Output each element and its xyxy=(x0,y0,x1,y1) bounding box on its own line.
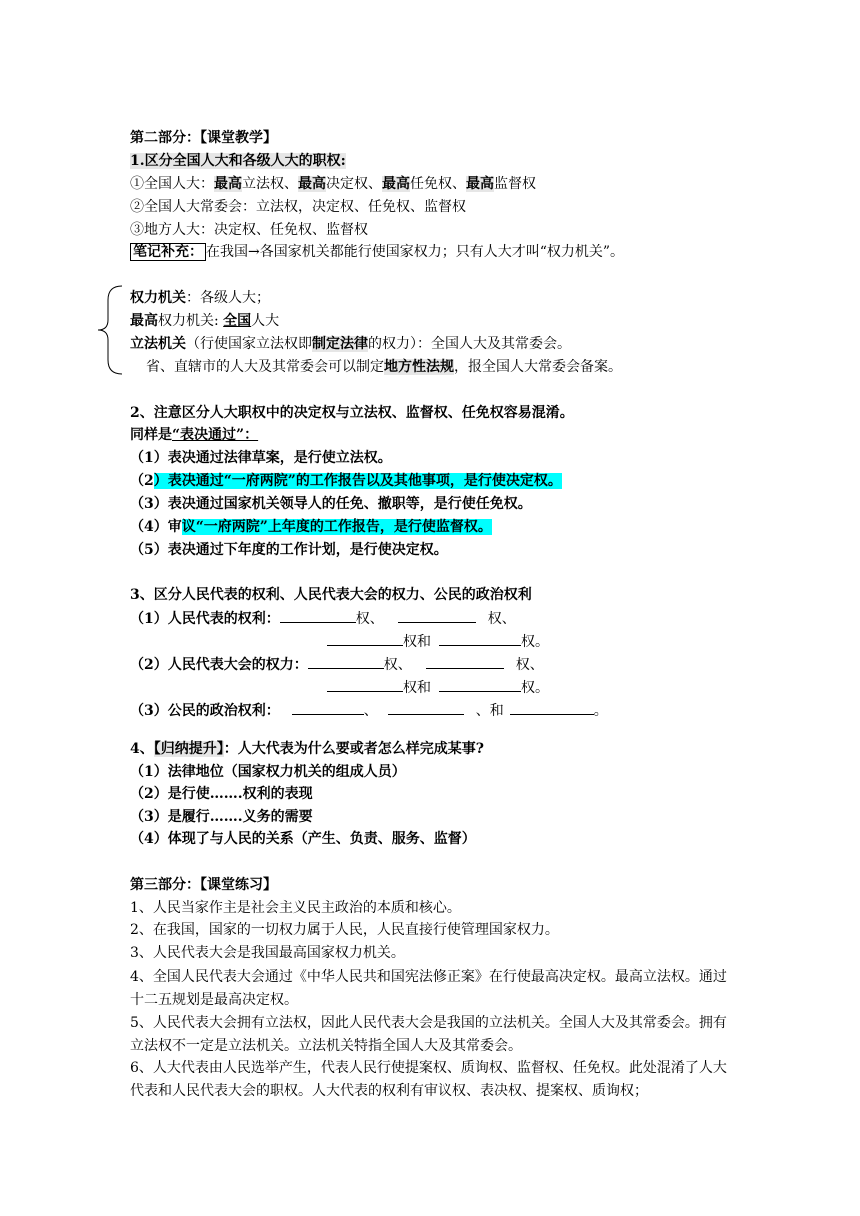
section4-item4: （4）体现了与人民的关系（产生、负责、服务、监督） xyxy=(130,831,476,847)
fill-blank[interactable] xyxy=(327,631,403,646)
note-label: 笔记补充： xyxy=(130,243,206,261)
line-text: ：人大代表为什么要或者怎么样完成某事? xyxy=(223,741,484,757)
section3-q2-line1 xyxy=(130,654,544,674)
line-text: 、 xyxy=(363,703,378,719)
line-text: 的权力）：全国人大及其常委会。 xyxy=(368,336,571,352)
section1-line2: ②全国人大常委会：立法权，决定权、任免权、监督权 xyxy=(130,199,466,215)
brace-line1 xyxy=(130,288,270,308)
part3-heading: 第三部分：【课堂练习】 xyxy=(130,877,277,893)
fill-blank[interactable] xyxy=(292,700,364,715)
section2-item1: （1）表决通过法律草案，是行使立法权。 xyxy=(130,450,392,466)
emphasis: 最高 xyxy=(382,176,410,192)
section2-item5: （5）表决通过下年度的工作计划，是行使决定权。 xyxy=(130,542,448,558)
fill-blank[interactable] xyxy=(280,608,356,623)
line-text: 监督权 xyxy=(494,176,536,192)
line-text: （2 xyxy=(130,473,154,489)
section4-item1: （1）法律地位（国家权力机关的组成人员） xyxy=(130,764,406,780)
emphasis: 最高 xyxy=(214,176,242,192)
emphasis: 权力机关 xyxy=(130,290,186,306)
line-text: 权。 xyxy=(521,634,549,650)
exercise-3: 3、人民代表大会是我国最高国家权力机关。 xyxy=(130,945,405,961)
line-text: 任免权、 xyxy=(410,176,466,192)
line-text: ：各级人大； xyxy=(186,290,270,306)
fill-blank[interactable] xyxy=(398,608,476,623)
part2-heading: 第二部分：【课堂教学】 xyxy=(130,130,277,146)
emphasis: 最高 xyxy=(130,313,158,329)
line-text: （行使国家立法权即 xyxy=(186,336,312,352)
exercise-4: 4、全国人民代表大会通过《中华人民共和国宪法修正案》在行使最高决定权。最高立法权。通过十二五规划是最高决定权。 xyxy=(130,969,727,1008)
exercise-5: 5、人民代表大会拥有立法权，因此人民代表大会是我国的立法机关。全国人大及其常委会。拥有立法权不一定是立法机关。立法机关特指全国人大及其常委会。 xyxy=(130,1015,727,1054)
section3-q3 xyxy=(130,700,608,720)
section2-same xyxy=(130,425,258,445)
emphasis: 最高 xyxy=(466,176,494,192)
highlighted-text: 议“一府两院”上年度的工作报告，是行使监督权。 xyxy=(181,519,492,535)
section3-q1-line2 xyxy=(327,631,549,651)
emphasis: 地方性法规 xyxy=(384,359,454,375)
exercise-1: 1、人民当家作主是社会主义民主政治的本质和核心。 xyxy=(130,900,461,916)
line-text: 省、直辖市的人大及其常委会可以制定 xyxy=(146,359,384,375)
brace-line2 xyxy=(130,311,279,331)
underlined-text: “表决通过”： xyxy=(172,427,259,443)
line-text: ，报全国人大常委会备案。 xyxy=(454,359,622,375)
exercise-6: 6、人大代表由人民选举产生，代表人民行使提案权、质询权、监督权、任免权。此处混淆了人大代表和人民代表大会的职权。人大代表的权利有审议权、表决权、提案权、质询权； xyxy=(130,1060,727,1099)
line-text: 权、 xyxy=(487,611,516,627)
line-text: ①全国人大： xyxy=(130,176,214,192)
section3-title: 3、区分人民代表的权利、人民代表大会的权力、公民的政治权利 xyxy=(130,587,532,603)
section1-line1 xyxy=(130,174,536,194)
section3-q1-line1 xyxy=(130,608,516,628)
section2-title: 2、注意区分人大职权中的决定权与立法权、监督权、任免权容易混淆。 xyxy=(130,405,574,421)
line-text: 权力机关: xyxy=(158,313,224,329)
section2-item2 xyxy=(130,471,562,491)
line-text: （4）审 xyxy=(130,519,182,535)
brace-line3 xyxy=(130,334,571,354)
underlined-text: 全国 xyxy=(223,313,252,329)
section1-line3: ③地方人大：决定权、任免权、监督权 xyxy=(130,222,368,238)
line-text: 决定权、 xyxy=(326,176,382,192)
line-text: 权、 xyxy=(383,657,412,673)
question-label: （2）人民代表大会的权力： xyxy=(130,657,308,673)
line-text: 权和 xyxy=(403,634,431,650)
line-text: 权和 xyxy=(403,680,431,696)
line-text: 权、 xyxy=(515,657,544,673)
brace-line4 xyxy=(146,357,622,377)
section1-title xyxy=(130,151,346,171)
line-text: 同样是 xyxy=(130,427,172,443)
section4-item2: （2）是行使…….权利的表现 xyxy=(130,786,313,802)
question-label: （1）人民代表的权利： xyxy=(130,611,280,627)
question-label: （3）公民的政治权利： xyxy=(130,703,280,719)
fill-blank[interactable] xyxy=(388,700,464,715)
section3-q2-line2 xyxy=(327,677,549,697)
emphasis: 最高 xyxy=(298,176,326,192)
note-line xyxy=(130,242,624,262)
section4-title xyxy=(130,739,484,759)
brace-icon xyxy=(96,284,126,376)
fill-blank[interactable] xyxy=(327,677,403,692)
fill-blank[interactable] xyxy=(439,631,521,646)
line-text: 权。 xyxy=(521,680,549,696)
line-text: 立法权、 xyxy=(242,176,298,192)
emphasis: 立法机关 xyxy=(130,336,186,352)
line-text: 4、 xyxy=(130,741,154,757)
line-text: 人大 xyxy=(251,313,280,329)
section4-item3: （3）是履行…….义务的需要 xyxy=(130,809,313,825)
note-text: 在我国→各国家机关都能行使国家权力；只有人大才叫“权力机关”。 xyxy=(206,244,625,260)
section2-item4 xyxy=(130,517,492,537)
fill-blank[interactable] xyxy=(510,700,594,715)
fill-blank[interactable] xyxy=(426,654,504,669)
fill-blank[interactable] xyxy=(308,654,384,669)
emphasis: 制定法律 xyxy=(312,336,368,352)
exercise-2: 2、在我国，国家的一切权力属于人民，人民直接行使管理国家权力。 xyxy=(130,922,559,938)
line-text: 、和 xyxy=(475,703,504,719)
section2-item3: （3）表决通过国家机关领导人的任免、撤职等，是行使任免权。 xyxy=(130,496,532,512)
section1-title-text: 1.区分全国人大和各级人大的职权: xyxy=(130,153,346,169)
line-text: 权、 xyxy=(355,611,384,627)
highlighted-text: ）表决通过“一府两院”的工作报告以及其他事项，是行使决定权。 xyxy=(153,473,562,489)
fill-blank[interactable] xyxy=(439,677,521,692)
line-text: 。 xyxy=(593,703,608,719)
emphasis: 【归纳提升】 xyxy=(153,741,224,757)
